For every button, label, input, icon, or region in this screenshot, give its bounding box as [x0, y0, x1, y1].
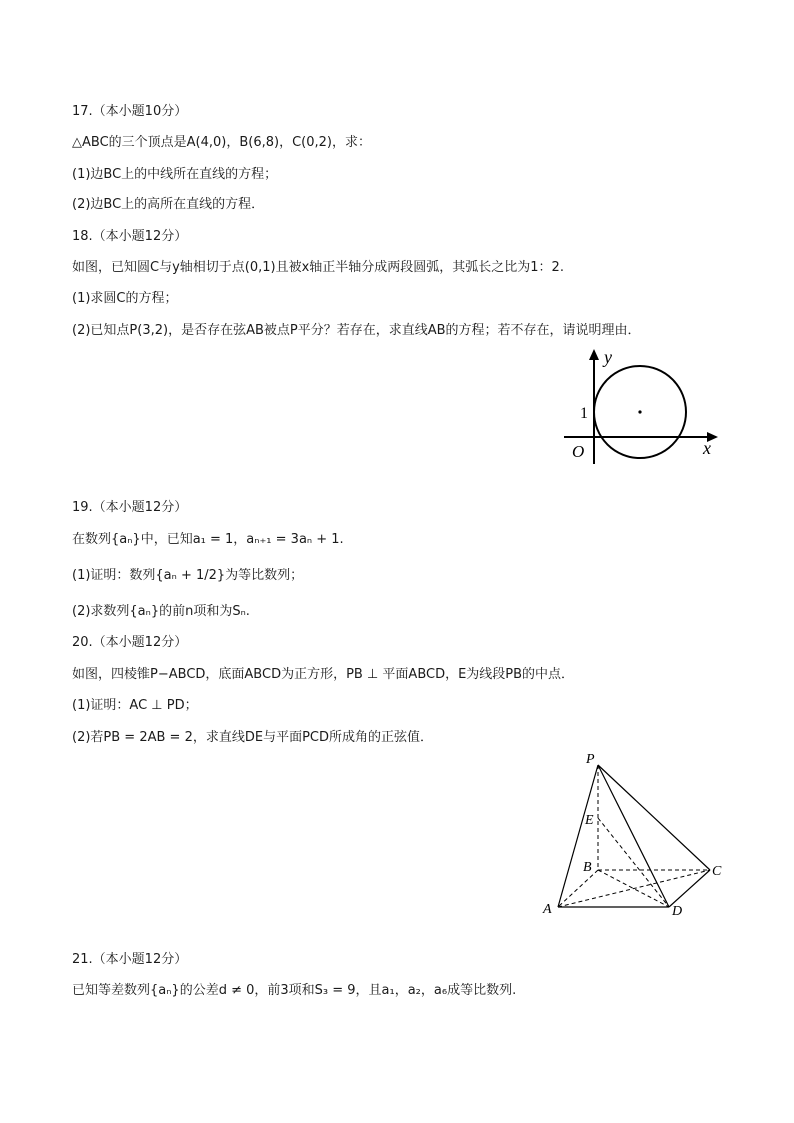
q19-stem: 在数列{aₙ}中，已知a₁ = 1，aₙ₊₁ = 3aₙ + 1.: [72, 532, 344, 547]
q20-stem: 如图，四棱锥P−ABCD，底面ABCD为正方形，PB ⊥ 平面ABCD，E为线段PB的中点．: [72, 667, 575, 682]
label-p: P: [586, 752, 595, 767]
q17-part2: (2)边BC上的高所在直线的方程．: [72, 197, 265, 212]
label-d: D: [672, 904, 683, 919]
diag-ac: [558, 870, 710, 907]
q19-part1: (1)证明：数列{aₙ + 1/2}为等比数列；: [72, 568, 304, 583]
edge-dc: [669, 870, 710, 907]
segment-ed: [598, 818, 669, 907]
label-b: B: [583, 860, 592, 875]
edge-ba: [558, 870, 598, 907]
label-one: 1: [580, 405, 588, 422]
label-e: E: [585, 813, 594, 828]
edge-pc: [598, 765, 710, 870]
edge-pd: [598, 765, 669, 907]
pyramid-figure: [538, 748, 728, 920]
q21-header: 21.（本小题12分）: [72, 952, 188, 967]
q17-part1: (1)边BC上的中线所在直线的方程；: [72, 167, 278, 182]
label-c: C: [712, 864, 722, 879]
edge-pa: [558, 765, 598, 907]
q18-header: 18.（本小题12分）: [72, 229, 188, 244]
q18-stem: 如图，已知圆C与y轴相切于点(0,1)且被x轴正半轴分成两段圆弧，其弧长之比为1：2.: [72, 260, 564, 275]
q20-part2: (2)若PB = 2AB = 2，求直线DE与平面PCD所成角的正弦值．: [72, 730, 433, 745]
q18-part2: (2)已知点P(3,2)，是否存在弦AB被点P平分？若存在，求直线AB的方程；若不存在，请说明理由．: [72, 323, 641, 338]
q17-stem: △ABC的三个顶点是A(4,0)，B(6,8)，C(0,2)，求：: [72, 135, 372, 150]
y-arrowhead: [589, 349, 599, 360]
q18-part1: (1)求圆C的方程；: [72, 291, 178, 306]
label-a: A: [543, 902, 552, 917]
circle-figure: [560, 346, 725, 466]
label-x: x: [703, 438, 711, 458]
q20-header: 20.（本小题12分）: [72, 635, 188, 650]
q20-part1: (1)证明：AC ⊥ PD；: [72, 698, 198, 713]
q21-stem: 已知等差数列{aₙ}的公差d ≠ 0，前3项和S₃ = 9，且a₁，a₂，a₆成等比数列.: [72, 983, 517, 998]
q17-header: 17.（本小题10分）: [72, 104, 188, 119]
label-origin: O: [572, 442, 585, 461]
q19-part2: (2)求数列{aₙ}的前n项和为Sₙ.: [72, 604, 250, 619]
q19-header: 19.（本小题12分）: [72, 500, 188, 515]
circle-center-dot: [638, 410, 641, 413]
label-y: y: [604, 347, 612, 367]
